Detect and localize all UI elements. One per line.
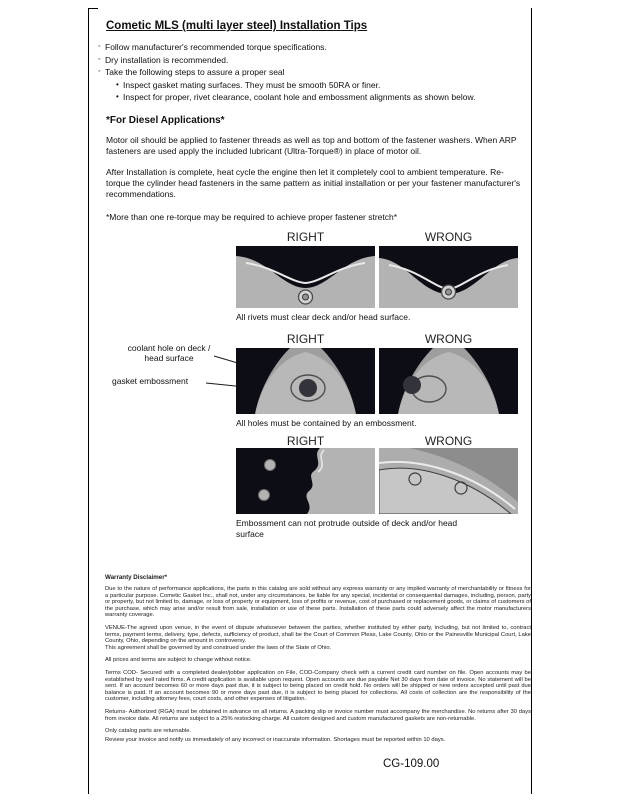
bullet-icon: ◦ xyxy=(98,43,101,50)
diagram-rivet-wrong xyxy=(379,246,518,308)
legal-paragraph: All prices and terms are subject to change without notice. xyxy=(105,657,252,664)
sub-bullet-icon: • xyxy=(116,79,119,89)
wrong-label: WRONG xyxy=(424,332,473,346)
diagram-embossment-wrong xyxy=(379,348,518,414)
diagram-embossment-right xyxy=(236,348,375,414)
right-label: RIGHT xyxy=(286,230,325,244)
legal-paragraph: This agreement shall be governed by and construed under the laws of the State of Ohio. xyxy=(105,644,332,651)
diesel-heading: *For Diesel Applications* xyxy=(106,115,225,126)
bullet-icon: ◦ xyxy=(98,55,101,63)
diesel-paragraph: After Installation is complete, heat cycle the engine then let it completely cool to ambient temperature. Re-torque the cylinder head fasteners in the same pattern as initial installation or per your fastener manufacturer's recommendations. xyxy=(106,167,521,199)
page-border-right xyxy=(531,8,532,794)
list-item xyxy=(98,54,522,67)
diesel-applications-section xyxy=(106,115,522,222)
installation-tips-section xyxy=(98,20,522,104)
warranty-heading: Warranty Disclaimer* xyxy=(105,574,168,581)
legal-paragraph: VENUE-The agreed upon venue, in the event of dispute whatsoever between the parties, whether instituted by either party, including, but not limited to, contract terms, payment terms, delivery, type, defects, sufficiency of product, shall be the Court of Common Pleas, Lake County, Ohio or the Painesville Municipal Court, Lake County, Ohio, depending on the amount in controversy. xyxy=(105,624,531,645)
list-item-text: Inspect for proper, rivet clearance, coolant hole and embossment alignments as shown below. xyxy=(123,92,476,102)
sub-bullet-icon: • xyxy=(116,92,119,101)
list-item xyxy=(98,66,522,79)
right-label: RIGHT xyxy=(286,434,325,448)
sub-list-item xyxy=(116,79,522,92)
bullet-icon: ◦ xyxy=(98,68,101,75)
list-item-text: Dry installation is recommended. xyxy=(105,54,229,65)
list-item xyxy=(98,41,522,54)
catalog-page-code: CG-109.00 xyxy=(383,758,440,770)
list-item-text: Follow manufacturer's recommended torque specifications. xyxy=(105,42,327,52)
legal-paragraph: Only catalog parts are returnable. xyxy=(105,728,192,735)
warranty-disclaimer-section xyxy=(105,574,531,749)
diagram-rivet-right xyxy=(236,246,375,308)
legal-paragraph: Review your invoice and notify us immediately of any incorrect or inaccurate information. Shortages must be reported within 10 days. xyxy=(105,736,446,743)
wrong-label: WRONG xyxy=(424,434,473,448)
list-item-text: Take the following steps to assure a proper seal xyxy=(105,67,285,77)
page-title: Cometic MLS (multi layer steel) Installation Tips xyxy=(106,20,368,32)
list-item-text: Inspect gasket mating surfaces. They must be smooth 50RA or finer. xyxy=(123,79,381,90)
page-border-corner-tick xyxy=(88,8,98,9)
coolant-hole-callout: coolant hole on deck / head surface xyxy=(127,343,211,363)
gasket-embossment-callout: gasket embossment xyxy=(112,376,189,386)
legal-paragraph: Returns- Authorized (RGA) must be obtained in advance on all returns. A packing slip or invoice number must accompany the merchandise. No returns after 30 days from invoice date. All returns are subject to a 25% restocking charge. All custom designed and custom manufactured gaskets are non-returnable. xyxy=(105,708,531,722)
page-border-left xyxy=(88,8,89,794)
right-label: RIGHT xyxy=(286,332,325,346)
diagram-protrusion-wrong xyxy=(379,448,518,514)
legal-paragraph: Terms COD- Secured with a completed dealer/jobber application on File, COD-Company check with a current credit card number on file. Open accounts may be established by well rated firms. A credit application is available upon request. Open accounts are due payable Net 30 days from date of invoice. No statement will be sent. If an account becomes 60 or more days past due, it is subject to being placed on credit hold. No orders will be shipped or new orders accepted until past due balance is paid. If an account becomes 90 or more days past due, it is subject to being placed for collections. All costs of collection are the responsibility of the customer, including attorney fees, court costs, and other expenses of litigation. xyxy=(105,669,531,703)
diagram-caption: All rivets must clear deck and/or head surface. xyxy=(236,312,411,322)
diagram-caption: All holes must be contained by an embossment. xyxy=(236,418,417,428)
diagram-caption: Embossment can not protrude outside of deck and/or head surface xyxy=(236,518,458,539)
retorque-note: *More than one re-torque may be required to achieve proper fastener stretch* xyxy=(106,212,398,222)
diesel-paragraph: Motor oil should be applied to fastener threads as well as top and bottom of the fastener washers. When ARP fasteners are used apply the included lubricant (Ultra-Torque®) in place of motor oil. xyxy=(106,135,517,156)
sub-list-item xyxy=(116,91,522,104)
legal-paragraph: Due to the nature of performance applications, the parts in this catalog are sold without any express warranty or any implied warranty of merchantability or fitness for a particular purpose. Cometic Gasket Inc., shall not, under any circumstances, be liable for any special, incidental or consequential damages, including, person, party or property, but not limited to, damage, or loss of property or equipment, loss of profits or revenue, cost of purchased or replacement goods, or claims of customers of the purchase, which may arise and/or result from sale, installation or use of these parts. Installation of these parts could adversely affect the motor manufacturers warranty coverage. xyxy=(105,586,531,619)
wrong-label: WRONG xyxy=(424,230,473,244)
diagram-protrusion-right xyxy=(236,448,375,514)
